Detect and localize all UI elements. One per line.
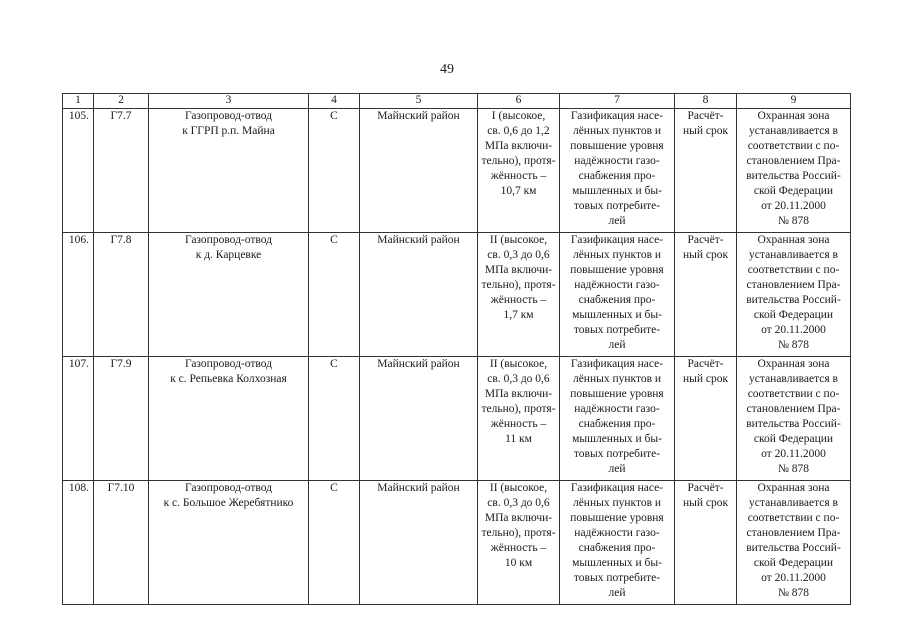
object-zone: Охранная зона устанавливается в соответствии с по- становлением Пра- вительства Россий- ской Федерации от 20.11.2000 № 878	[746, 110, 841, 227]
header-row	[63, 94, 851, 109]
object-purpose: Газификация насе- лённых пунктов и повышение уровня надёжности газо- снабжения про- мышленных и бы- товых потребите- лей	[570, 234, 664, 351]
table-header	[63, 94, 851, 109]
object-status: С	[309, 233, 360, 357]
col-header-1: 1	[63, 94, 94, 109]
table-row	[63, 109, 851, 233]
object-code: Г7.10	[94, 481, 149, 605]
object-district: Майнский район	[360, 357, 478, 481]
object-purpose: Газификация насе- лённых пунктов и повышение уровня надёжности газо- снабжения про- мышленных и бы- товых потребите- лей	[570, 358, 664, 475]
col-header-5: 5	[360, 94, 478, 109]
gas-pipeline-table	[62, 93, 851, 605]
object-district: Майнский район	[360, 481, 478, 605]
col-header-9: 9	[737, 94, 851, 109]
col-header-4: 4	[309, 94, 360, 109]
object-term: Расчёт- ный срок	[682, 358, 729, 385]
object-purpose: Газификация насе- лённых пунктов и повышение уровня надёжности газо- снабжения про- мышленных и бы- товых потребите- лей	[570, 110, 664, 227]
object-status: С	[309, 109, 360, 233]
col-header-2: 2	[94, 94, 149, 109]
object-district: Майнский район	[360, 233, 478, 357]
col-header-7: 7	[560, 94, 675, 109]
object-term: Расчёт- ный срок	[682, 234, 729, 261]
object-term: Расчёт- ный срок	[682, 482, 729, 509]
object-status: С	[309, 357, 360, 481]
object-params: II (высокое, св. 0,3 до 0,6 МПа включи- тельно), протя- жённость – 10 км	[481, 482, 556, 569]
row-number: 107.	[63, 357, 94, 481]
object-code: Г7.8	[94, 233, 149, 357]
page-number: 49	[440, 62, 454, 77]
row-number: 106.	[63, 233, 94, 357]
col-header-6: 6	[478, 94, 560, 109]
table-body	[63, 109, 851, 605]
object-code: Г7.9	[94, 357, 149, 481]
object-params: II (высокое, св. 0,3 до 0,6 МПа включи- тельно), протя- жённость – 1,7 км	[481, 234, 556, 321]
col-header-8: 8	[675, 94, 737, 109]
row-number: 105.	[63, 109, 94, 233]
object-zone: Охранная зона устанавливается в соответствии с по- становлением Пра- вительства Россий- ской Федерации от 20.11.2000 № 878	[746, 358, 841, 475]
object-name: Газопровод-отвод к ГГРП р.п. Майна	[182, 110, 275, 137]
object-status: С	[309, 481, 360, 605]
object-params: II (высокое, св. 0,3 до 0,6 МПа включи- тельно), протя- жённость – 11 км	[481, 358, 556, 445]
table-row	[63, 233, 851, 357]
object-code: Г7.7	[94, 109, 149, 233]
object-term: Расчёт- ный срок	[682, 110, 729, 137]
table-row	[63, 481, 851, 605]
object-name: Газопровод-отвод к д. Карцевке	[184, 234, 273, 261]
object-zone: Охранная зона устанавливается в соответствии с по- становлением Пра- вительства Россий- ской Федерации от 20.11.2000 № 878	[746, 234, 841, 351]
object-zone: Охранная зона устанавливается в соответствии с по- становлением Пра- вительства Россий- ской Федерации от 20.11.2000 № 878	[746, 482, 841, 599]
object-name: Газопровод-отвод к с. Репьевка Колхозная	[170, 358, 287, 385]
object-params: I (высокое, св. 0,6 до 1,2 МПа включи- тельно), протя- жённость – 10,7 км	[481, 110, 556, 197]
row-number: 108.	[63, 481, 94, 605]
table-row	[63, 357, 851, 481]
object-purpose: Газификация насе- лённых пунктов и повышение уровня надёжности газо- снабжения про- мышленных и бы- товых потребите- лей	[570, 482, 664, 599]
object-district: Майнский район	[360, 109, 478, 233]
col-header-3: 3	[149, 94, 309, 109]
object-name: Газопровод-отвод к с. Большое Жеребятнико	[163, 482, 294, 509]
